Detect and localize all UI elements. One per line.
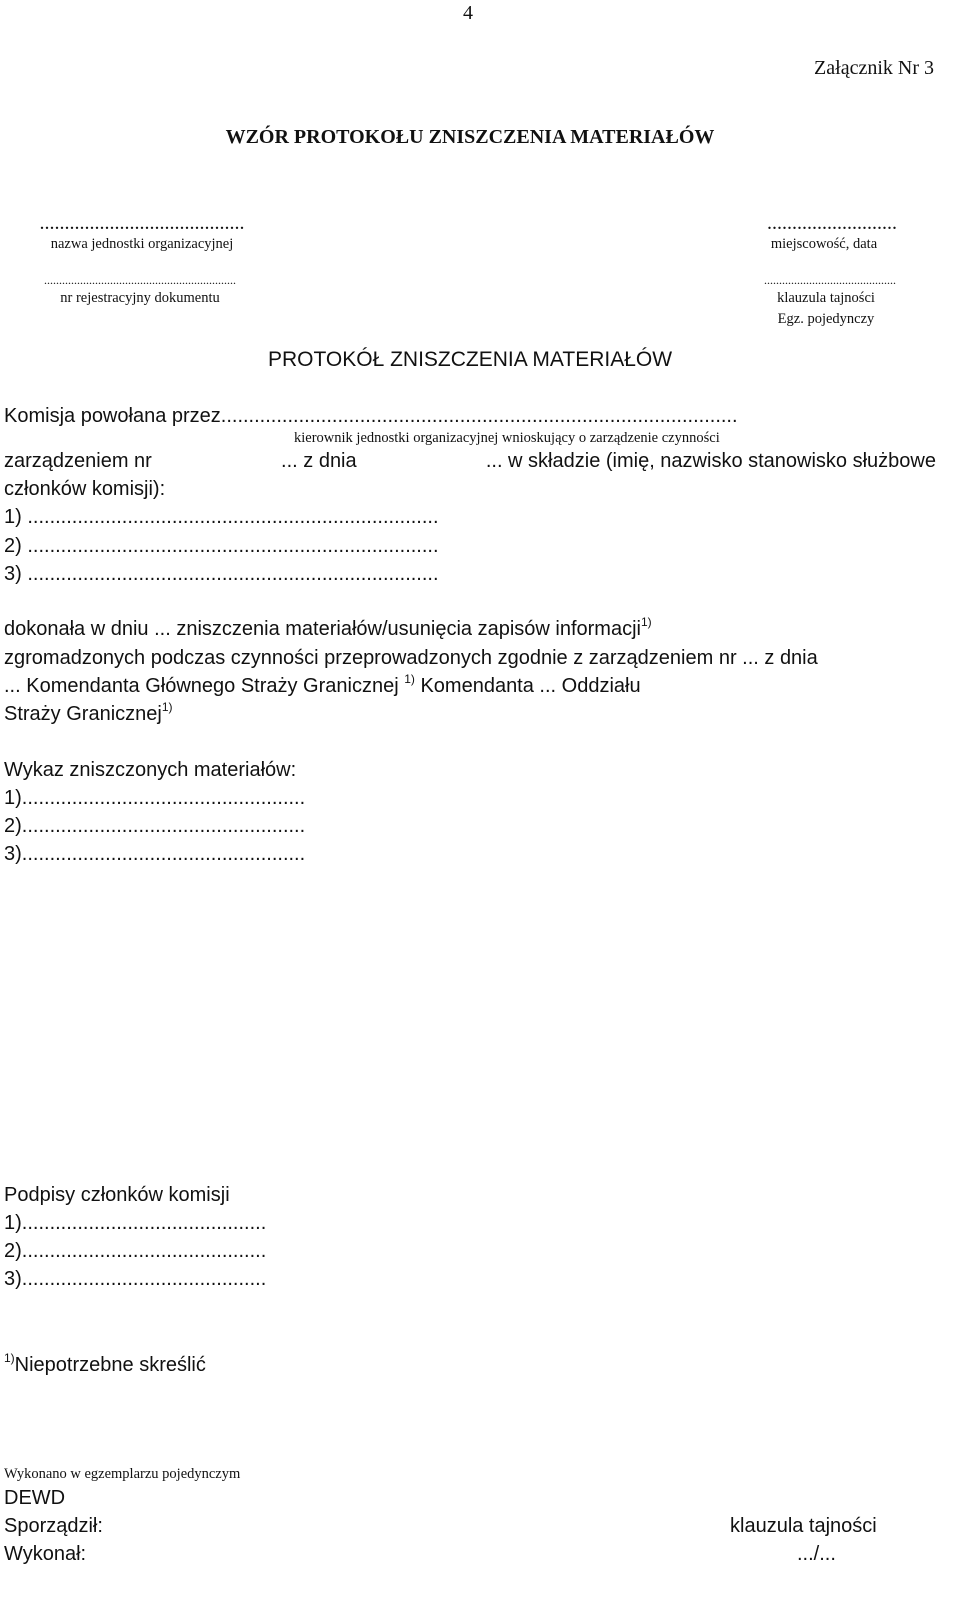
- organization-unit-dots: .........................................: [39, 212, 245, 234]
- destruction-text-4: Komendanta ... Oddziału: [414, 675, 641, 697]
- footnote-marker: 1): [404, 672, 415, 686]
- destruction-line-1: [4, 615, 652, 641]
- prepared-by-label: Sporządził:: [4, 1515, 103, 1537]
- order-part-3: ... w składzie (imię, nazwisko stanowisko służbowe: [485, 450, 936, 472]
- clause-label: klauzula tajności: [730, 1515, 877, 1537]
- member-1: 1) ..........................................................................: [4, 506, 439, 528]
- material-1: 1)...................................................: [4, 787, 306, 809]
- attachment-label: Załącznik Nr 3: [814, 57, 934, 79]
- materials-heading: Wykaz zniszczonych materiałów:: [4, 759, 297, 781]
- signature-1: 1)............................................: [4, 1212, 267, 1234]
- place-date-dots: ..........................: [767, 212, 897, 234]
- destruction-text-1: dokonała w dniu ... zniszczenia materiałów/usunięcia zapisów informacji: [4, 618, 641, 640]
- footnote-number: 1): [4, 1351, 15, 1365]
- page-number: 4: [463, 2, 473, 24]
- destruction-text-5: Straży Granicznej: [4, 703, 162, 725]
- signature-3: 3)............................................: [4, 1268, 267, 1290]
- destruction-line-3: [4, 672, 928, 698]
- footnote-marker: 1): [640, 615, 652, 629]
- order-line: [4, 450, 936, 473]
- order-part-1: zarządzeniem nr: [4, 450, 152, 472]
- footnote-marker: 1): [161, 700, 173, 714]
- order-part-2: ... z dnia: [281, 450, 357, 472]
- copy-fraction: .../...: [797, 1543, 836, 1565]
- classification-label: klauzula tajności: [777, 290, 875, 306]
- destruction-text-3: ... Komendanta Głównego Straży Granicznej: [4, 675, 399, 697]
- dewd-label: DEWD: [4, 1487, 66, 1509]
- commission-caption: kierownik jednostki organizacyjnej wnioskujący o zarządzenie czynności: [294, 430, 720, 446]
- footnote: [4, 1351, 206, 1377]
- destruction-line-4: [4, 700, 173, 726]
- place-date-label: miejscowość, data: [770, 236, 878, 252]
- destruction-line-2: zgromadzonych podczas czynności przeprowadzonych zgodnie z zarządzeniem nr ... z dnia: [4, 647, 818, 669]
- copy-label: Egz. pojedynczy: [777, 311, 875, 327]
- destruction-line-3-left: [4, 672, 641, 698]
- order-line-2: członków komisji):: [4, 478, 166, 500]
- commission-line: Komisja powołana przez.............................................................................................: [4, 405, 738, 427]
- footnote-text: Niepotrzebne skreślić: [14, 1354, 206, 1376]
- executed-by-label: Wykonał:: [4, 1543, 87, 1565]
- document-title: WZÓR PROTOKOŁU ZNISZCZENIA MATERIAŁÓW: [225, 126, 715, 148]
- signature-2: 2)............................................: [4, 1240, 267, 1262]
- member-2: 2) ..........................................................................: [4, 535, 439, 557]
- protocol-title: PROTOKÓŁ ZNISZCZENIA MATERIAŁÓW: [267, 348, 673, 371]
- organization-unit-label: nazwa jednostki organizacyjnej: [50, 236, 234, 252]
- copies-note: Wykonano w egzemplarzu pojedynczym: [4, 1466, 241, 1482]
- signatures-heading: Podpisy członków komisji: [4, 1184, 230, 1206]
- material-3: 3)...................................................: [4, 843, 306, 865]
- member-3: 3) ..........................................................................: [4, 563, 439, 585]
- material-2: 2)...................................................: [4, 815, 306, 837]
- registration-number-label: nr rejestracyjny dokumentu: [60, 290, 220, 306]
- classification-dots: ............................................: [764, 273, 896, 287]
- registration-number-dots: ................................................................: [44, 273, 236, 287]
